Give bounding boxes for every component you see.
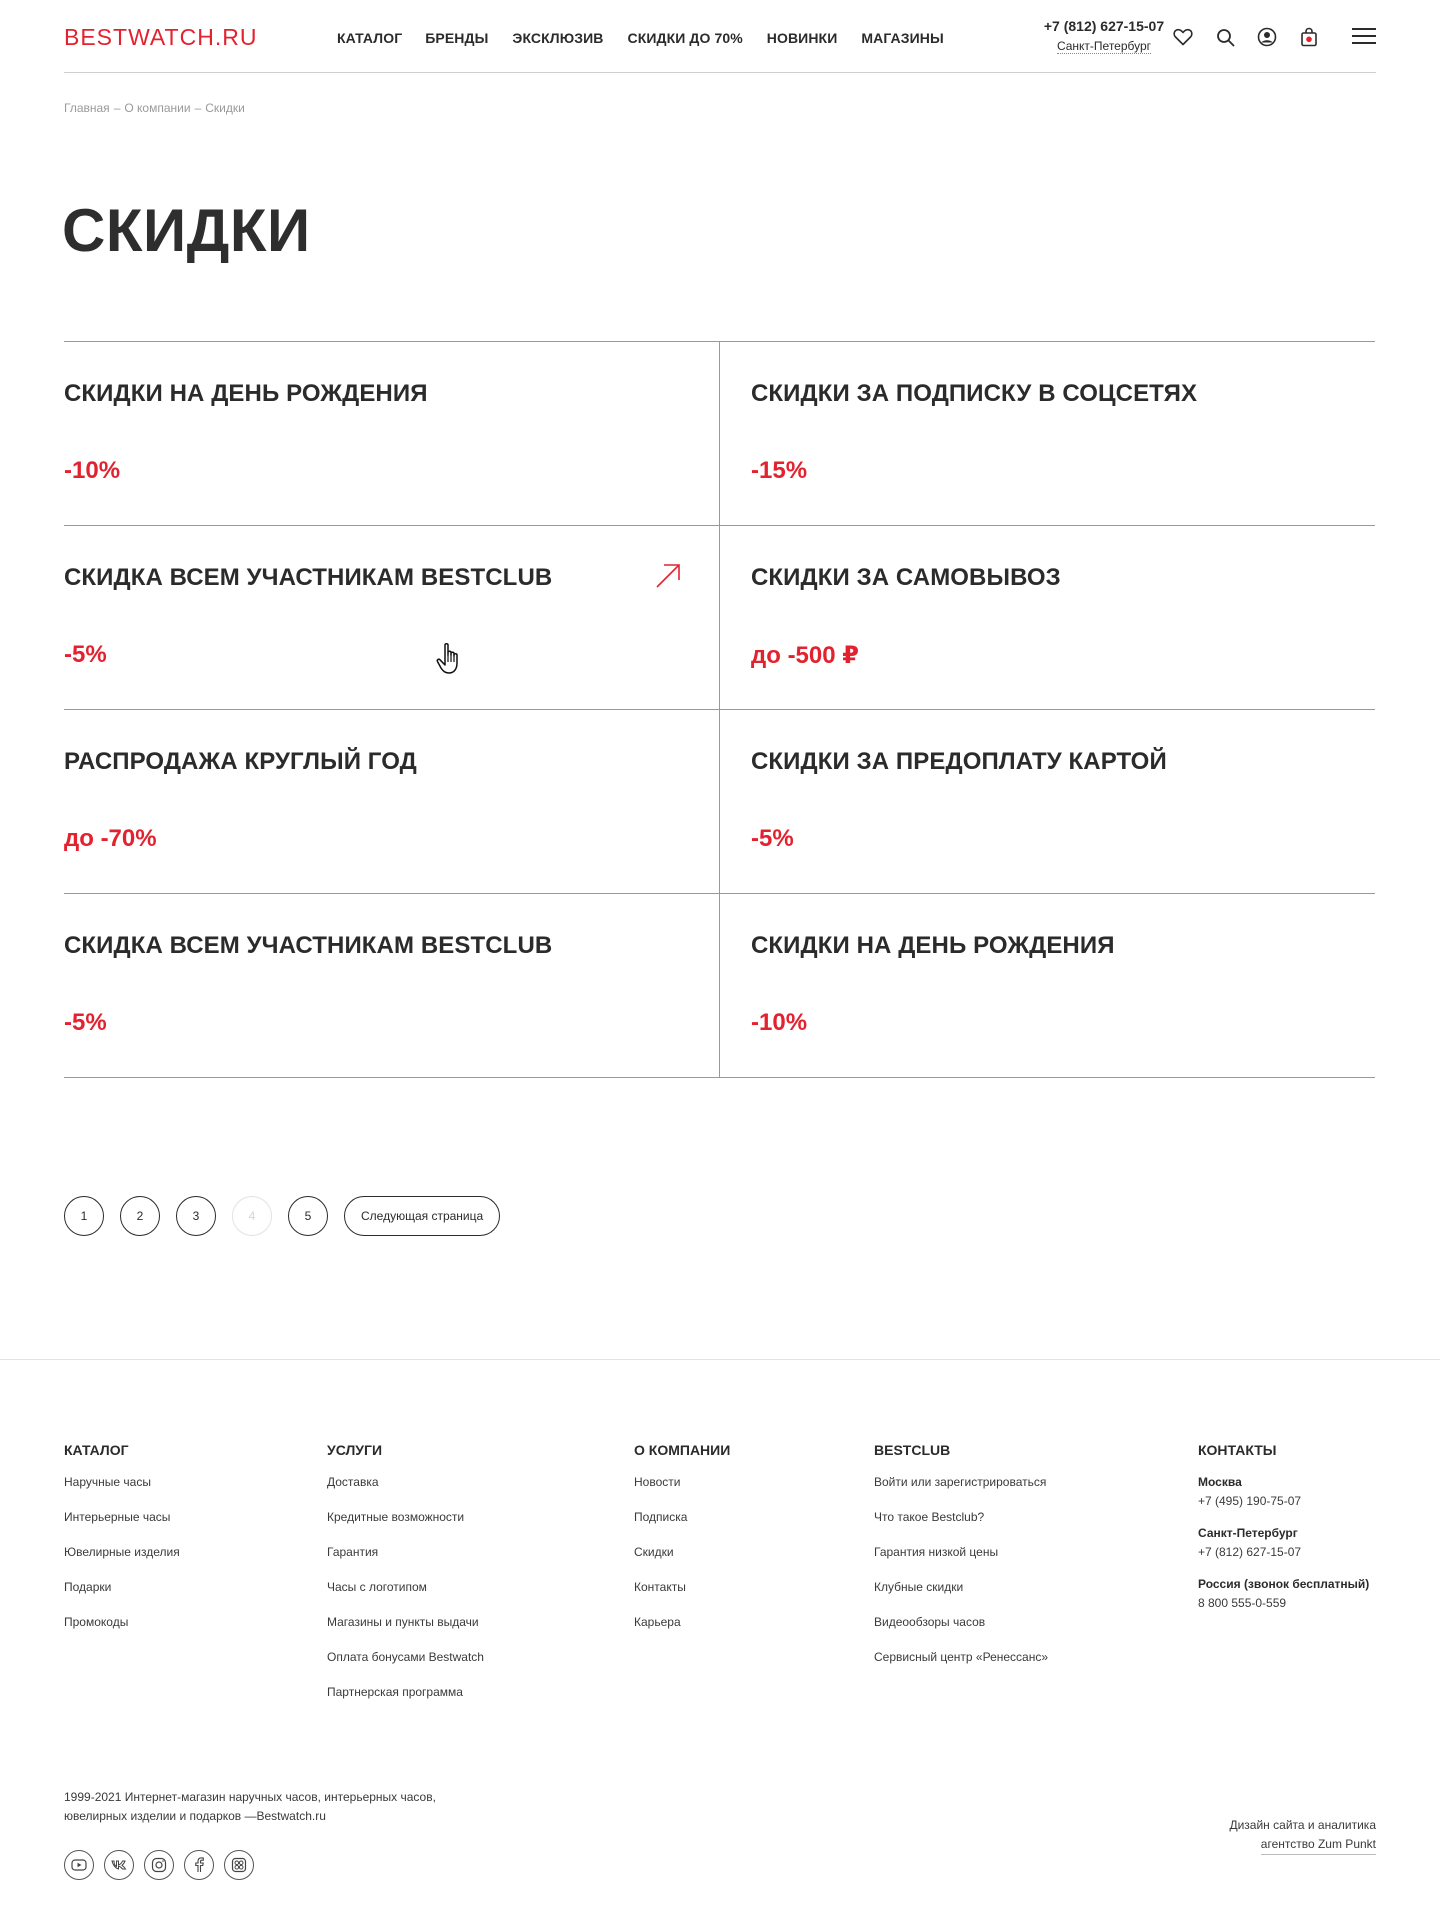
discount-card[interactable]: [64, 894, 720, 1077]
contact-city: Россия (звонок бесплатный): [1198, 1577, 1370, 1591]
user-icon[interactable]: [1256, 26, 1278, 48]
footer-link[interactable]: Видеообзоры часов: [874, 1615, 986, 1629]
footer-link[interactable]: Доставка: [327, 1475, 379, 1489]
footer-company: [634, 1442, 730, 1649]
nav-new[interactable]: НОВИНКИ: [766, 30, 838, 46]
nav-catalog[interactable]: КАТАЛОГ: [337, 30, 403, 46]
discount-title: СКИДКИ ЗА ПРЕДОПЛАТУ КАРТОЙ: [751, 748, 1167, 775]
agency-credit[interactable]: [1229, 1816, 1376, 1855]
discount-value: -5%: [64, 641, 107, 668]
heart-icon[interactable]: [1172, 26, 1194, 48]
next-page-button[interactable]: Следующая страница: [344, 1196, 500, 1236]
contact-block: [1014, 18, 1194, 55]
discount-card[interactable]: [720, 526, 1375, 709]
footer-link[interactable]: Магазины и пункты выдачи: [327, 1615, 479, 1629]
contact-city: Санкт-Петербург: [1198, 1526, 1298, 1540]
footer-link[interactable]: Часы с логотипом: [327, 1580, 427, 1594]
contact-city: Москва: [1198, 1475, 1242, 1489]
breadcrumb-current: Скидки: [205, 101, 245, 115]
instagram-icon[interactable]: [144, 1850, 174, 1880]
discount-card[interactable]: [720, 342, 1375, 525]
footer-link[interactable]: Скидки: [634, 1545, 674, 1559]
copyright: 1999-2021 Интернет-магазин наручных часов, интерьерных часов, ювелирных изделии и подарков —Bestwatch.ru: [64, 1790, 436, 1823]
header-phone[interactable]: +7 (812) 627-15-07: [1043, 18, 1165, 34]
discount-title: РАСПРОДАЖА КРУГЛЫЙ ГОД: [64, 748, 417, 775]
social-links: [64, 1850, 264, 1880]
footer-link[interactable]: Новости: [634, 1475, 681, 1489]
discount-card-hovered[interactable]: [64, 526, 720, 709]
footer-link[interactable]: Подарки: [64, 1580, 112, 1594]
breadcrumb-company[interactable]: О компании: [124, 101, 191, 115]
breadcrumb-separator: –: [194, 101, 202, 115]
facebook-icon[interactable]: [184, 1850, 214, 1880]
footer-link[interactable]: Карьера: [634, 1615, 681, 1629]
footer-bestclub: [874, 1442, 1048, 1684]
footer-link[interactable]: Клубные скидки: [874, 1580, 964, 1594]
footer-link[interactable]: Партнерская программа: [327, 1685, 463, 1699]
header-icons: [1172, 26, 1340, 48]
discount-value: -15%: [751, 457, 808, 484]
page-button-1[interactable]: 1: [64, 1196, 104, 1236]
footer-link[interactable]: Контакты: [634, 1580, 686, 1594]
page-button-4: 4: [232, 1196, 272, 1236]
nav-brands[interactable]: БРЕНДЫ: [425, 30, 489, 46]
main-nav: [337, 30, 968, 46]
discount-title: СКИДКИ ЗА ПОДПИСКУ В СОЦСЕТЯХ: [751, 380, 1198, 407]
discount-row: [64, 710, 1375, 894]
discount-value: -10%: [64, 457, 121, 484]
footer-column-title: КОНТАКТЫ: [1198, 1442, 1277, 1458]
header: [64, 0, 1376, 73]
footer-link[interactable]: Интерьерные часы: [64, 1510, 171, 1524]
hand-pointer-icon: [435, 641, 467, 677]
discount-title: СКИДКИ ЗА САМОВЫВОЗ: [751, 564, 1061, 591]
footer-divider: [0, 1359, 1440, 1360]
footer-services: [327, 1442, 484, 1719]
vk-icon[interactable]: [104, 1850, 134, 1880]
footer-contacts: [1198, 1442, 1369, 1627]
footer-link[interactable]: Кредитные возможности: [327, 1510, 465, 1524]
footer-link[interactable]: Гарантия низкой цены: [874, 1545, 999, 1559]
discount-value: -5%: [64, 1009, 107, 1036]
discount-title: СКИДКА ВСЕМ УЧАСТНИКАМ BESTCLUB: [64, 932, 553, 959]
nav-exclusive[interactable]: ЭКСКЛЮЗИВ: [512, 30, 604, 46]
discount-card[interactable]: [64, 710, 720, 893]
discount-card[interactable]: [720, 894, 1375, 1077]
footer-link[interactable]: Ювелирные изделия: [64, 1545, 180, 1559]
footer-catalog: [64, 1442, 180, 1649]
page-button-5[interactable]: 5: [288, 1196, 328, 1236]
discounts-grid: [64, 341, 1375, 1078]
discount-value: -5%: [751, 825, 794, 852]
logo[interactable]: BESTWATCH.RU: [64, 24, 258, 50]
discount-row: [64, 342, 1375, 526]
breadcrumb: [64, 101, 245, 115]
footer-link[interactable]: Промокоды: [64, 1615, 129, 1629]
discount-title: СКИДКА ВСЕМ УЧАСТНИКАМ BESTCLUB: [64, 564, 553, 591]
menu-icon[interactable]: [1352, 28, 1376, 44]
page-title: СКИДКИ: [62, 197, 311, 264]
discount-value: -10%: [751, 1009, 808, 1036]
footer-column-title: О КОМПАНИИ: [634, 1442, 731, 1458]
discount-card[interactable]: [720, 710, 1375, 893]
footer-link[interactable]: Оплата бонусами Bestwatch: [327, 1650, 484, 1664]
youtube-icon[interactable]: [64, 1850, 94, 1880]
footer-column-title: BESTCLUB: [874, 1442, 951, 1458]
footer-column-title: КАТАЛОГ: [64, 1442, 129, 1458]
footer-link[interactable]: Сервисный центр «Ренессанс»: [874, 1650, 1049, 1664]
footer-link[interactable]: Войти или зарегистрироваться: [874, 1475, 1047, 1489]
pagination: [64, 1196, 500, 1236]
discount-title: СКИДКИ НА ДЕНЬ РОЖДЕНИЯ: [751, 932, 1115, 959]
contact-phone[interactable]: +7 (812) 627-15-07: [1198, 1545, 1302, 1559]
footer-link[interactable]: Подписка: [634, 1510, 688, 1524]
discount-card[interactable]: [64, 342, 720, 525]
nav-stores[interactable]: МАГАЗИНЫ: [861, 30, 944, 46]
nav-sales[interactable]: СКИДКИ ДО 70%: [627, 30, 743, 46]
breadcrumb-separator: –: [113, 101, 121, 115]
city-selector[interactable]: Санкт-Петербург: [1056, 39, 1152, 53]
discount-value: до -500 ₽: [751, 642, 859, 669]
page-button-3[interactable]: 3: [176, 1196, 216, 1236]
discount-row: [64, 526, 1375, 710]
ok-icon[interactable]: [224, 1850, 254, 1880]
arrow-up-right-icon[interactable]: [654, 562, 682, 590]
cart-icon[interactable]: [1298, 26, 1320, 48]
footer-link[interactable]: Что такое Bestclub?: [874, 1510, 985, 1524]
footer-link[interactable]: Наручные часы: [64, 1475, 151, 1489]
discount-row: [64, 894, 1375, 1078]
footer-link[interactable]: Гарантия: [327, 1545, 379, 1559]
page-button-2[interactable]: 2: [120, 1196, 160, 1236]
contact-phone[interactable]: 8 800 555-0-559: [1198, 1596, 1287, 1610]
breadcrumb-home[interactable]: Главная: [64, 101, 110, 115]
footer-column-title: УСЛУГИ: [327, 1442, 383, 1458]
search-icon[interactable]: [1214, 26, 1236, 48]
discount-title: СКИДКИ НА ДЕНЬ РОЖДЕНИЯ: [64, 380, 428, 407]
discount-value: до -70%: [64, 825, 157, 852]
agency-line: агентство Zum Punkt: [1261, 1835, 1376, 1855]
contact-phone[interactable]: +7 (495) 190-75-07: [1198, 1494, 1302, 1508]
agency-line: Дизайн сайта и аналитика: [1229, 1818, 1376, 1832]
